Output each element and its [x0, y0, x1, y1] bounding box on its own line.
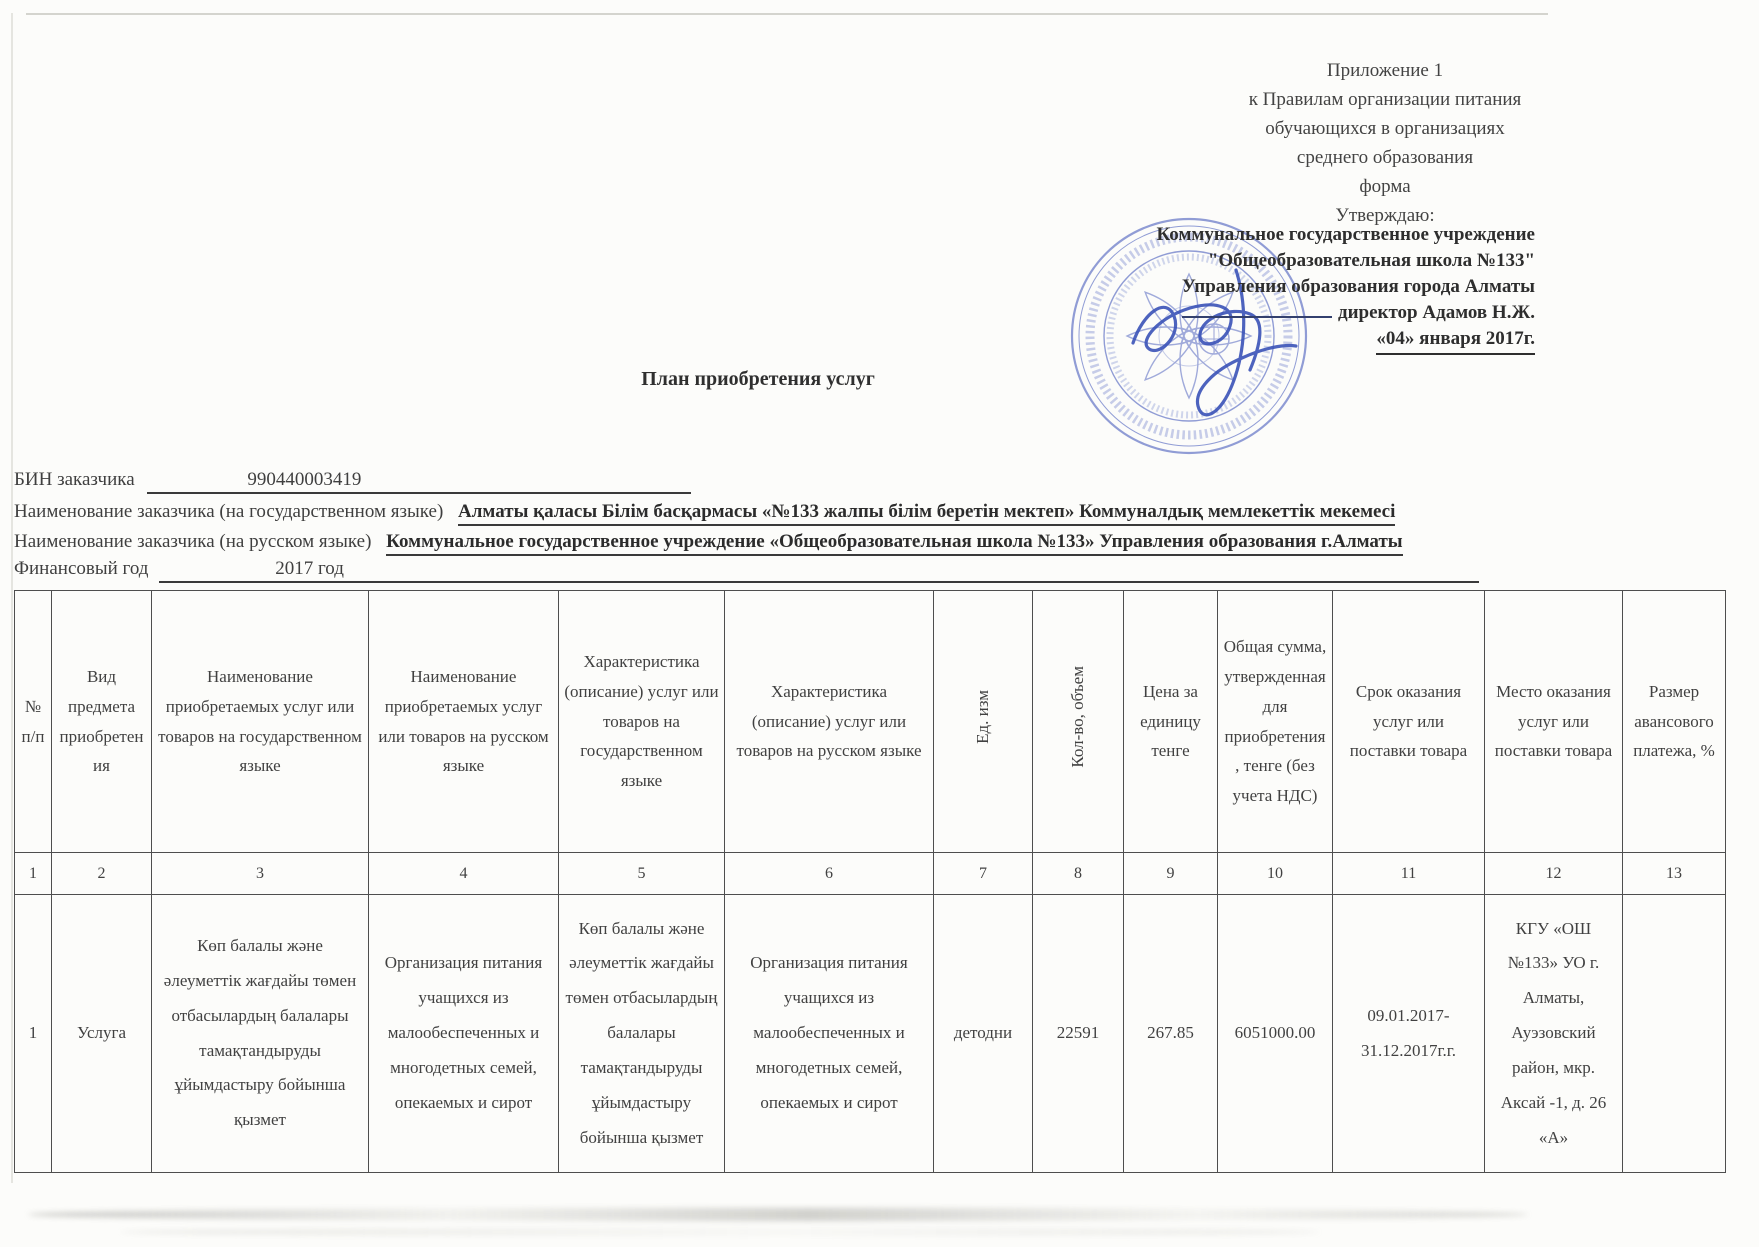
cell-unit: детодни	[934, 895, 1033, 1173]
numbering-cell: 9	[1124, 853, 1218, 895]
col-header-advance: Размер авансового платежа, %	[1623, 591, 1726, 853]
col-header-unit-price: Цена за единицу тенге	[1124, 591, 1218, 853]
numbering-cell: 2	[52, 853, 152, 895]
customer-name-kz-value: Алматы қаласы Білім басқармасы «№133 жалпы білім беретін мектеп» Коммуналдық мемлекеттік мекемесі	[458, 501, 1395, 526]
appendix-line: Утверждаю:	[1335, 205, 1435, 226]
numbering-cell: 8	[1033, 853, 1124, 895]
col-header-number: № п/п	[15, 591, 52, 853]
director-line	[915, 300, 1535, 326]
col-header-period: Срок оказания услуг или поставки товара	[1333, 591, 1485, 853]
appendix-line: обучающихся в организациях	[1265, 118, 1505, 139]
appendix-line: к Правилам организации питания	[1248, 89, 1522, 110]
customer-name-ru-line	[14, 531, 1403, 556]
table-numbering-row	[15, 853, 1726, 895]
col-header-desc-ru: Характеристика (описание) услуг или товаров на русском языке	[725, 591, 934, 853]
cell-place: КГУ «ОШ №133» УО г. Алматы, Ауэзовский район, мкр. Аксай -1, д. 26 «А»	[1485, 895, 1623, 1173]
cell-type: Услуга	[52, 895, 152, 1173]
col-header-total-sum: Общая сумма, утвержденная для приобретения, тенге (без учета НДС)	[1218, 591, 1333, 853]
bin-value: 990440003419	[147, 469, 691, 494]
cell-name-kz: Көп балалы және әлеуметтік жағдайы төмен отбасылардың балалары тамақтандыруды ұйымдастыру бойынша қызмет	[152, 895, 369, 1173]
customer-name-kz-label: Наименование заказчика (на государственном языке)	[14, 501, 444, 522]
director-name: директор Адамов Н.Ж.	[1337, 302, 1535, 323]
bin-label: БИН заказчика	[14, 469, 135, 490]
col-header-name-ru: Наименование приобретаемых услуг или товаров на русском языке	[369, 591, 559, 853]
approval-org-line: Коммунальное государственное учреждение	[1156, 224, 1535, 245]
scan-left-edge	[11, 13, 13, 1183]
numbering-cell: 6	[725, 853, 934, 895]
col-header-type: Вид предмета приобретения	[52, 591, 152, 853]
customer-name-kz-line	[14, 501, 1395, 526]
numbering-cell: 7	[934, 853, 1033, 895]
cell-period: 09.01.2017-31.12.2017г.г.	[1333, 895, 1485, 1173]
cell-desc-kz: Көп балалы және әлеуметтік жағдайы төмен отбасылардың балалары тамақтандыруды ұйымдастыру бойынша қызмет	[559, 895, 725, 1173]
bin-line	[14, 469, 691, 494]
numbering-cell: 13	[1623, 853, 1726, 895]
signature-underline	[1182, 316, 1332, 318]
scan-top-edge	[26, 13, 1548, 15]
cell-row-number: 1	[15, 895, 52, 1173]
numbering-cell: 5	[559, 853, 725, 895]
col-header-unit: Ед. изм	[934, 591, 1033, 853]
approval-org-line: "Общеобразовательная школа №133"	[1207, 250, 1535, 271]
appendix-line: форма	[1359, 176, 1411, 197]
scan-bottom-smudge-2	[120, 1228, 1320, 1236]
col-header-quantity: Кол-во, объем	[1033, 591, 1124, 853]
cell-total-sum: 6051000.00	[1218, 895, 1333, 1173]
cell-quantity: 22591	[1033, 895, 1124, 1173]
cell-unit-price: 267.85	[1124, 895, 1218, 1173]
customer-name-ru-label: Наименование заказчика (на русском языке)	[14, 531, 372, 552]
cell-name-ru: Организация питания учащихся из малообеспеченных и многодетных семей, опекаемых и сирот	[369, 895, 559, 1173]
procurement-plan-table	[14, 590, 1726, 1173]
approval-date: «04» января 2017г.	[1376, 326, 1535, 355]
col-header-place: Место оказания услуг или поставки товара	[1485, 591, 1623, 853]
financial-year-label: Финансовый год	[14, 558, 149, 579]
numbering-cell: 4	[369, 853, 559, 895]
cell-advance	[1623, 895, 1726, 1173]
scan-bottom-smudge	[28, 1208, 1528, 1221]
appendix-line: Приложение 1	[1326, 60, 1444, 81]
numbering-cell: 10	[1218, 853, 1333, 895]
approval-org-line: Управления образования города Алматы	[1181, 276, 1535, 297]
document-title: План приобретения услуг	[641, 368, 875, 390]
customer-name-ru-value: Коммунальное государственное учреждение «Общеобразовательная школа №133» Управления образования г.Алматы	[386, 531, 1402, 556]
financial-year-line	[14, 558, 1479, 583]
numbering-cell: 1	[15, 853, 52, 895]
appendix-line: среднего образования	[1296, 147, 1474, 168]
appendix-block	[1225, 56, 1545, 230]
numbering-cell: 3	[152, 853, 369, 895]
numbering-cell: 11	[1333, 853, 1485, 895]
approval-block	[915, 222, 1535, 355]
numbering-cell: 12	[1485, 853, 1623, 895]
col-header-desc-kz: Характеристика (описание) услуг или товаров на государственном языке	[559, 591, 725, 853]
col-header-name-kz: Наименование приобретаемых услуг или товаров на государственном языке	[152, 591, 369, 853]
cell-desc-ru: Организация питания учащихся из малообеспеченных и многодетных семей, опекаемых и сирот	[725, 895, 934, 1173]
table-header-row	[15, 591, 1726, 853]
approval-date-line	[915, 326, 1535, 355]
financial-year-value: 2017 год	[159, 558, 1479, 583]
table-row	[15, 895, 1726, 1173]
